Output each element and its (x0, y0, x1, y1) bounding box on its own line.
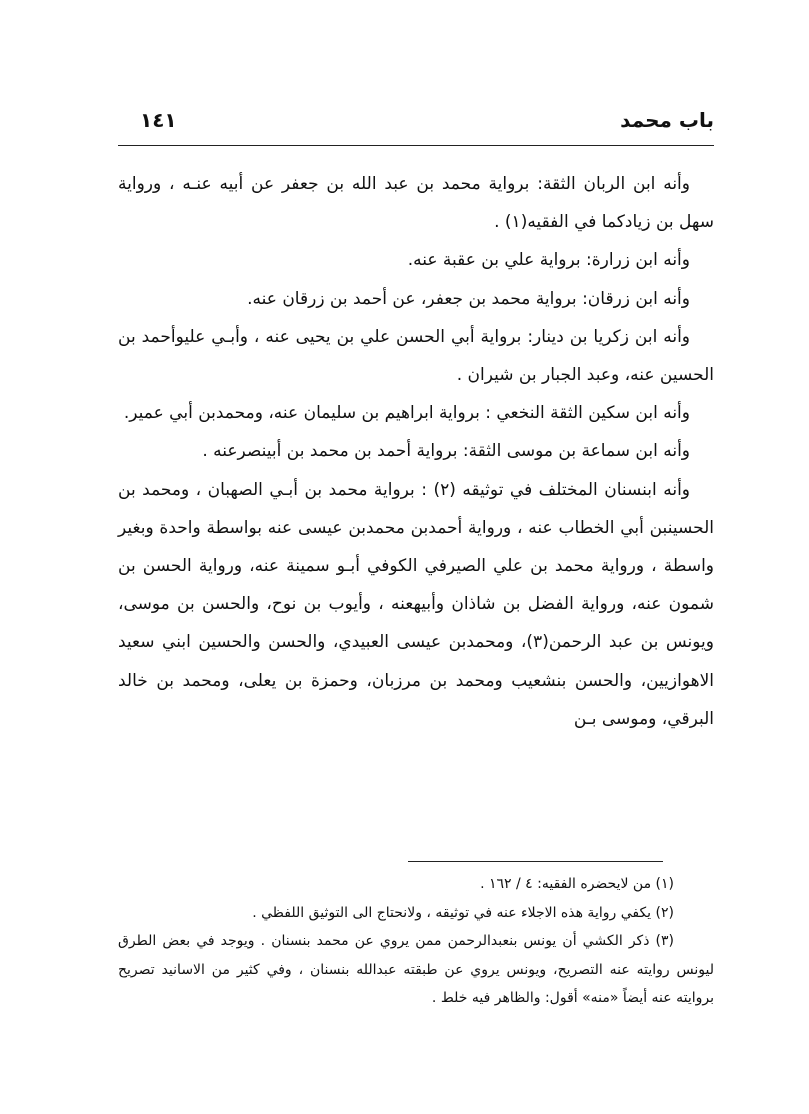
header-divider (118, 145, 714, 146)
main-text (118, 165, 714, 738)
footnote: (٢) يكفي رواية هذه الاجلاء عنه في توثيقه ، ولانحتاج الى التوثيق اللفظي . (252, 904, 674, 921)
paragraph: وأنه ابن زرارة: برواية علي بن عقبة عنه. (407, 250, 690, 271)
footnote: (٣) ذكر الكشي أن يونس بنعبدالرحمن ممن يروي عن محمد بنسنان . ويوجد في بعض الطرق ليونس روايته عنه التصريح، ويونس يروي عن طبقته عبدالله بنسنان ، وفي كثير من الاسانيد تصريح بروايته عنه أيضاً «منه» أقول: والظاهر فيه خلط . (118, 933, 714, 1006)
paragraph: وأنه ابنسنان المختلف في توثيقه (٢) : برواية محمد بن أبـي الصهبان ، ومحمد بن الحسينبن أبي الخطاب عنه ، ورواية أحمدبن محمدبن عيسى عنه بواسطة واحدة وبغير واسطة ، ورواية محمد بن علي الصيرفي الكوفي أبـو سمينة عنه، ورواية الحسن بن شمون عنه، ورواية الفضل بن شاذان وأبيهعنه ، وأيوب بن نوح، والحسن بن موسى، ويونس بن عبد الرحمن(٣)، ومحمدبن عيسى العبيدي، والحسن والحسين ابني سعيد الاهوازيين، والحسن بنشعيب ومحمد بن مرزبان، وحمزة بن يعلى، ومحمد بن خالد البرقي، وموسى بـن (118, 479, 714, 729)
chapter-title: باب محمد (620, 108, 714, 132)
paragraph: وأنه ابن الربان الثقة: برواية محمد بن عبد الله بن جعفر عن أبيه عنـه ، ورواية سهل بن زيادكما في الفقيه(١) . (118, 174, 714, 233)
footnote-divider (408, 861, 663, 862)
footnotes (118, 870, 714, 1013)
paragraph: وأنه ابن زكريا بن دينار: برواية أبي الحسن علي بن يحيى عنه ، وأبـي عليوأحمد بن الحسين عنه، وعبد الجبار بن شيران . (118, 326, 714, 386)
paragraph: وأنه ابن سماعة بن موسى الثقة: برواية أحمد بن محمد بن أبينصرعنه . (202, 441, 690, 462)
paragraph: وأنه ابن سكين الثقة النخعي : برواية ابراهيم بن سليمان عنه، ومحمدبن أبي عمير. (123, 403, 690, 424)
paragraph: وأنه ابن زرقان: برواية محمد بن جعفر، عن أحمد بن زرقان عنه. (247, 288, 690, 309)
footnote: (١) من لايحضره الفقيه: ٤ / ١٦٢ . (480, 876, 674, 892)
page-header (118, 100, 714, 140)
page-number: ١٤١ (140, 108, 177, 132)
